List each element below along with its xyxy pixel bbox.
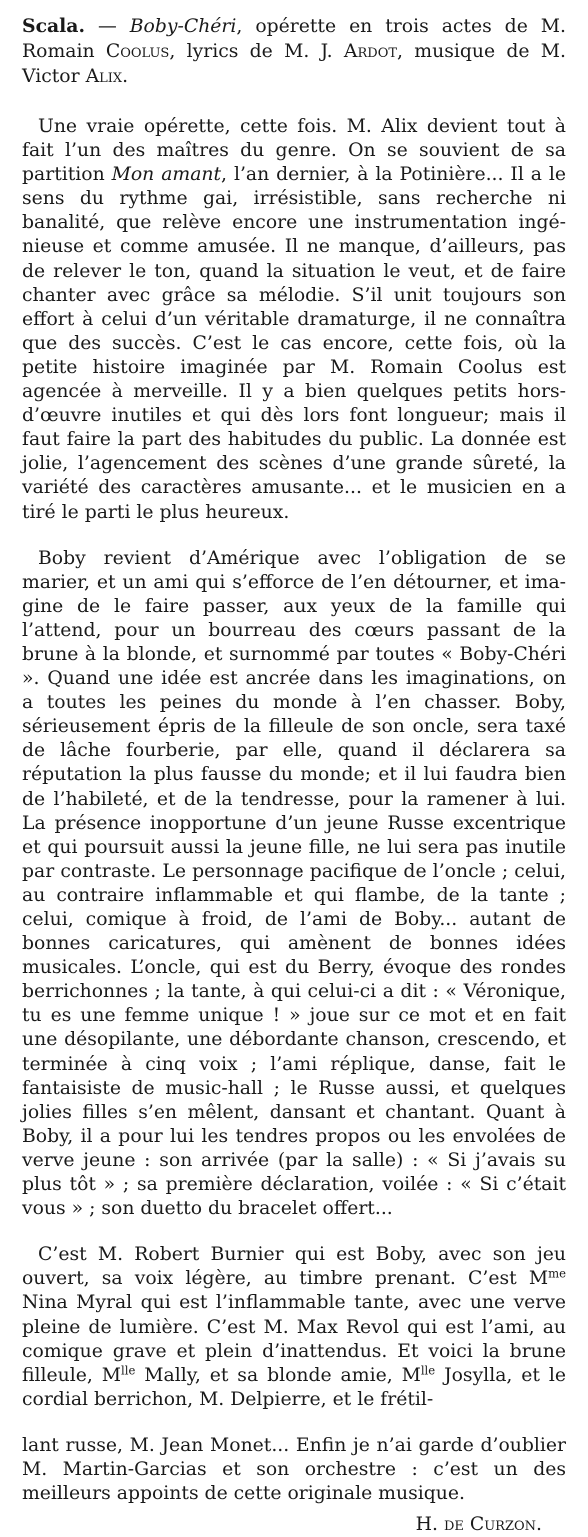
review-heading xyxy=(22,14,566,89)
author-signature xyxy=(22,1513,542,1537)
operetta-title: Boby-Chéri xyxy=(129,16,237,37)
lyricist-name: Ardot xyxy=(343,41,398,62)
signature-surname: Curzon. xyxy=(469,1514,542,1536)
abbr-superscript: me xyxy=(548,1266,566,1281)
heading-description: , opérette en trois actes de M. Romain xyxy=(22,16,566,62)
work-title: Mon amant xyxy=(111,164,222,186)
signature-initial: H. xyxy=(415,1514,444,1536)
paragraph-text: C’est M. Robert Burnier qui est Boby, avec son jeu ouvert, sa voix légère, au timbre prenant. C’est M xyxy=(22,1244,566,1290)
heading-description: , lyrics de M. J. xyxy=(169,41,344,62)
paragraph-text: , l’an dernier, à la Potinière... Il a le sens du rythme gai, irrésistible, sans recherche ni banalité, que relève encore une instrumentation ingénieuse et comme amusée. Il ne manque, d’ailleurs, pas de relever le ton, quand la situation le veut, et de faire chanter avec grâce sa mélodie. S’il unit toujours son effort à celui d’un véritable dramaturge, il ne connaîtra que des succès. C’est le cas encore, cette fois, où la petite histoire imaginée par M. Romain Coolus est agencée à merveille. Il y a bien quelques petits hors-d’œuvre inutiles et qui dès lors font longueur; mais il faut faire la part des habitudes du public. La donnée est jolie, l’agencement des scènes d’une grande sûreté, la variété des caractères amusante... et le musicien en a tiré le parti le plus heureux. xyxy=(22,164,566,523)
heading-description: , musique de M. Victor xyxy=(22,41,566,87)
abbr-superscript: lle xyxy=(420,1363,436,1378)
paragraph-text: Mally, et sa blonde amie, M xyxy=(135,1364,421,1386)
abbr-superscript: lle xyxy=(121,1363,136,1378)
review-paragraph-4: lant russe, M. Jean Monet... Enfin je n’ai garde d’oublier M. Martin-Garcias et son orchestre : c’est un des meilleurs appoints de cette originale musique. xyxy=(22,1434,566,1505)
composer-name: Alix xyxy=(85,66,123,87)
paragraph-text: Une vraie opérette, cette fois. M. Alix devient tout à fait l’un des maîtres du genre. On se souvient de sa partition xyxy=(22,116,566,186)
signature-particle: de xyxy=(443,1514,470,1536)
paragraph-text: Josylla, et le cordial berrichon, M. Delpierre, et le frétil- xyxy=(22,1364,566,1410)
heading-end: . xyxy=(122,66,129,87)
heading-dash: — xyxy=(85,16,130,37)
paragraph-text: Nina Myral qui est l’inflammable tante, avec une verve pleine de lumière. C’est M. Max Revol qui est l’ami, au comique grave et plein d’inattendus. Et voici la brune filleule, M xyxy=(22,1292,566,1386)
author-name: Coolus xyxy=(105,41,170,62)
venue-name: Scala. xyxy=(22,15,86,37)
review-paragraph-1 xyxy=(22,115,566,525)
review-paragraph-2: Boby revient d’Amérique avec l’obligation de se marier, et un ami qui s’efforce de l’en détourner, et imagine de le faire passer, aux yeux de la famille qui l’attend, pour un bourreau des cœurs passant de la brune à la blonde, et surnommé par toutes « Boby-Chéri ». Quand une idée est ancrée dans les imaginations, on a toutes les peines du monde à l’en chasser. Boby, sérieusement épris de la filleule de son oncle, sera taxé de lâche fourberie, par elle, quand il déclarera sa réputation la plus fausse du monde; et il lui faudra bien de l’habileté, et de la tendresse, pour la ramener à lui. La présence inopportune d’un jeune Russe excentrique et qui poursuit aussi la jeune fille, ne lui sera pas inutile par contraste. Le personnage pacifique de l’oncle ; celui, au contraire inflammable et qui flambe, de la tante ; celui, comique à froid, de l’ami de Boby... autant de bonnes caricatures, qui amènent de bonnes idées musicales. L’oncle, qui est du Berry, évoque des rondes berrichonnes ; la tante, à qui celui-ci a dit : « Véronique, tu es une femme unique ! » joue sur ce mot et en fait une désopilante, une débordante chanson, crescendo, et terminée à cinq voix ; l’ami réplique, danse, fait le fantaisiste de music-hall ; le Russe aussi, et quelques jolies filles s’en mêlent, dansant et chantant. Quant à Boby, il a pour lui les tendres propos ou les envolées de verve jeune : son arrivée (par la salle) : « Si j’avais su plus tôt » ; sa première déclaration, voilée : « Si c’était vous » ; son duetto du bracelet offert... xyxy=(22,547,566,1220)
review-paragraph-3 xyxy=(22,1243,566,1412)
